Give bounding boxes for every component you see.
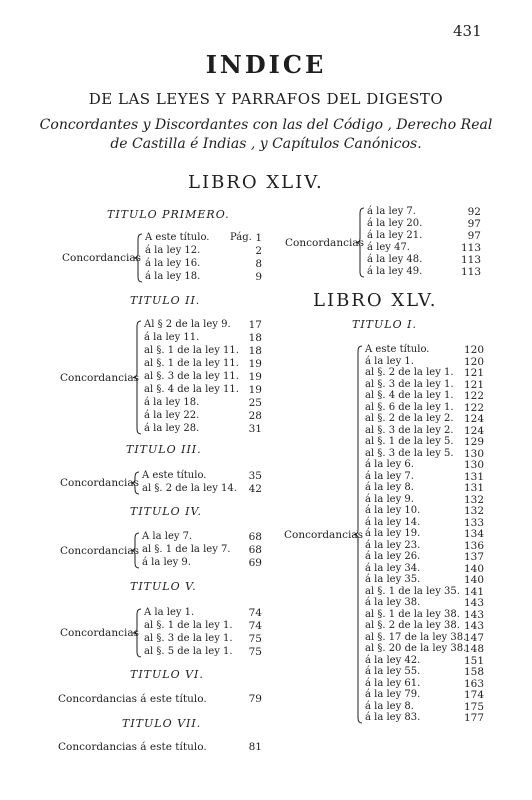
subtitle-line-1: Concordantes y Discordantes con las del Código , Derecho Real [39,117,493,133]
r-t1-entry-text: al §. 6 de la ley 1. [365,401,454,413]
page-subtitle: DE LAS LEYES Y PARRAFOS DEL DIGESTO [88,90,444,108]
l-t5-entry-page: 75 [248,633,262,645]
l-t1-entry-page: 1 [255,232,262,244]
r-t1-entry-page: 143 [463,597,484,609]
l-t4-entry-page: 68 [248,544,262,556]
r-cont-entry-text: á ley 47. [367,242,410,253]
r-t1-entry-text: al §. 1 de la ley 38. [365,608,460,620]
l-t2-entry-text: al §. 1 de la ley 11. [144,345,239,356]
r-t1-entry-page: 148 [463,643,484,655]
l-t5-entry-text: al §. 3 de la ley 1. [144,633,233,644]
r-t1-entry-page: 140 [463,574,484,586]
l-t3-entry-page: 42 [248,483,262,495]
r-t1-entry-page: 121 [463,367,484,379]
r-cont-entry-page: 97 [467,230,481,242]
r-t1-entry-text: á la ley 83. [365,712,421,723]
l-t3-entry-page: 35 [248,470,262,482]
r-t1-entry-page: 131 [463,482,484,494]
r-t1-entry-text: á la ley 55. [365,666,421,677]
titulo-v-heading: TITULO V. [130,580,197,593]
r-t1-entry-page: 147 [463,631,484,644]
page-title: INDICE [205,50,327,79]
l-t1-entry-text: á la ley 12. [145,245,201,256]
l-t5-entry-page: 74 [248,620,262,632]
r-t1-entry-page: 134 [463,528,484,540]
l-t1-entry-text: A este título. [145,232,210,243]
r-t1-entry-text: A este título. [365,344,430,355]
r-t1-entry-page: 163 [463,677,484,690]
r-t1-entry-text: al §. 20 de la ley 38. [365,643,467,654]
r-cont-entry-page: 92 [467,206,481,218]
r-t1-entry-page: 131 [463,470,484,483]
l-t2-entry-text: á la ley 28. [144,423,200,434]
r-t1-entry-page: 137 [463,551,484,563]
r-t1-entry-page: 121 [463,378,484,391]
page-number: 431 [453,22,482,40]
l-t2-entry-text: á la ley 18. [144,397,200,408]
r-t1-entry-text: á la ley 1. [365,355,414,367]
l-t5-concordancias-label: Concordancias [60,627,139,639]
r-cont-concordancias-label: Concordancias [285,236,364,249]
r-t1-entry-text: á la ley 6. [365,459,414,470]
r-cont-entry-page: 113 [460,266,481,278]
l-t2-entry-text: al §. 1 de la ley 11. [144,358,239,369]
r-t1-entry-page: 130 [463,447,484,460]
r-t1-entry-text: al §. 2 de la ley 1. [365,367,454,378]
r-t1-entry-text: al §. 2 de la ley 2. [365,413,454,424]
l-t1-concordancias-label: Concordancias [62,252,141,264]
l-t5-entry-text: al §. 1 de la ley 1. [144,620,233,631]
l-t2-entry-page: 19 [248,358,262,370]
r-t1-entry-text: á la ley 7. [365,470,414,482]
r-t1-entry-page: 175 [463,700,484,713]
l-t2-entry-page: 18 [248,345,262,357]
l-t2-entry-page: 17 [248,319,262,331]
r-t1-entry-text: al §. 4 de la ley 1. [365,390,454,401]
r-t1-entry-text: al §. 3 de la ley 2. [365,424,454,436]
titulo-iii-heading: TITULO III. [126,443,202,456]
r-t1-entry-text: á la ley 19. [365,528,421,539]
r-cont-entry-text: á la ley 21. [367,230,423,241]
titulo-iv-heading: TITULO IV. [130,505,202,518]
l-t3-entry-text: al §. 2 de la ley 14. [142,483,237,494]
r-t1-entry-text: á la ley 35. [365,574,421,585]
r-t1-entry-page: 132 [463,505,484,517]
r-t1-entry-text: á la ley 9. [365,493,414,505]
l-t4-entry-page: 69 [248,557,262,569]
titulo-vii-line: Concordancias á este título. [58,741,207,753]
r-t1-entry-text: á la ley 8. [365,482,414,493]
r-t1-entry-page: 177 [463,712,484,724]
l-t2-entry-text: al §. 3 de la ley 11. [144,371,239,382]
l-t4-concordancias-label: Concordancias [60,544,139,557]
l-t4-entry-text: al §. 1 de la ley 7. [142,544,231,555]
l-t5-entry-text: al §. 5 de la ley 1. [144,646,233,657]
r-cont-entry-text: á la ley 49. [367,266,423,277]
r-t1-entry-page: 158 [463,666,484,678]
titulo-vi-page: 79 [248,693,262,705]
libro-xliv-heading: LIBRO XLIV. [188,172,324,193]
l-t2-entry-page: 18 [248,332,262,344]
r-cont-entry-page: 97 [467,218,481,230]
titulo-vi-heading: TITULO VI. [130,668,204,681]
r-t1-entry-text: al §. 2 de la ley 38. [365,620,460,631]
l-t2-entry-page: 31 [248,423,262,435]
l-t5-entry-text: A la ley 1. [144,607,195,618]
r-t1-entry-page: 174 [463,689,484,701]
l-t2-entry-text: á la ley 22. [144,410,200,421]
r-t1-entry-text: al §. 1 de la ley 35. [365,585,460,597]
r-t1-entry-text: al §. 1 de la ley 5. [365,436,454,447]
titulo-vii-page: 81 [248,741,262,753]
r-t1-entry-page: 143 [463,608,484,621]
l-t4-entry-page: 68 [248,531,262,543]
r-t1-entry-page: 133 [463,516,484,529]
r-t1-entry-text: al §. 3 de la ley 5. [365,447,454,459]
r-t1-entry-text: á la ley 10. [365,505,421,516]
r-t1-entry-text: al §. 3 de la ley 1. [365,378,454,390]
l-t3-concordancias-label: Concordancias [60,477,139,489]
l-t2-entry-text: Al § 2 de la ley 9. [144,319,231,330]
r-t1-entry-page: 132 [463,493,484,506]
r-cont-entry-text: á la ley 48. [367,254,423,265]
r-titulo-i-heading: TITULO I. [352,318,417,331]
l-t1-entry-text: á la ley 16. [145,258,201,269]
r-t1-entry-page: 124 [463,413,484,425]
r-t1-entry-text: á la ley 14. [365,516,421,528]
r-t1-concordancias-label: Concordancias [284,528,363,541]
r-t1-entry-page: 120 [463,344,484,356]
titulo-ii-heading: TITULO II. [130,294,201,307]
r-t1-entry-page: 140 [463,562,484,575]
r-t1-entry-text: á la ley 8. [365,700,414,712]
r-t1-entry-page: 130 [463,459,484,471]
r-t1-entry-page: 143 [463,620,484,632]
r-cont-entry-page: 113 [460,254,481,266]
l-t2-concordancias-label: Concordancias [60,371,139,384]
l-t5-entry-page: 74 [248,607,262,619]
r-t1-entry-text: al §. 17 de la ley 38. [365,631,467,643]
l-t1-entry-page: 2 [255,245,262,257]
r-t1-entry-page: 141 [463,585,484,598]
r-t1-entry-page: 122 [463,390,484,402]
r-t1-entry-page: 136 [463,539,484,552]
l-t4-entry-text: A la ley 7. [142,531,193,542]
r-cont-entry-text: á la ley 20. [367,218,423,229]
r-t1-entry-text: á la ley 79. [365,689,421,700]
r-t1-entry-text: á la ley 23. [365,539,421,551]
titulo-vi-line: Concordancias á este título. [58,693,207,705]
l-t1-entry-page: 9 [255,271,262,283]
r-t1-entry-page: 129 [463,436,484,448]
l-t1-entry-text: á la ley 18. [145,271,201,282]
r-cont-entry-page: 113 [460,242,481,254]
l-t2-entry-page: 19 [248,384,262,396]
r-t1-entry-page: 122 [463,401,484,414]
l-t2-entry-text: á la ley 11. [144,332,200,343]
l-t4-entry-text: á la ley 9. [142,557,191,568]
subtitle-line-2: de Castilla é Indias , y Capítulos Canónicos. [110,136,422,152]
l-t2-entry-text: al §. 4 de la ley 11. [144,384,239,395]
r-t1-entry-page: 124 [463,424,484,437]
r-t1-entry-text: á la ley 42. [365,654,421,666]
r-cont-entry-text: á la ley 7. [367,206,416,217]
titulo-primero-heading: TITULO PRIMERO. [107,208,230,221]
l-t3-entry-text: A este título. [142,470,207,481]
pag-label: Pág. [230,232,252,243]
l-t1-entry-page: 8 [255,258,262,270]
l-t2-entry-page: 25 [248,397,262,409]
r-t1-entry-text: á la ley 61. [365,677,421,689]
r-t1-entry-page: 151 [463,654,484,667]
titulo-vii-heading: TITULO VII. [122,717,202,730]
r-t1-entry-text: á la ley 34. [365,562,421,574]
libro-xlv-heading: LIBRO XLV. [313,290,438,311]
l-t5-entry-page: 75 [248,646,262,658]
r-t1-entry-text: á la ley 26. [365,551,421,562]
l-t2-entry-page: 28 [248,410,262,422]
r-t1-entry-text: á la ley 38. [365,597,421,608]
r-t1-entry-page: 120 [463,355,484,368]
l-t2-entry-page: 19 [248,371,262,383]
